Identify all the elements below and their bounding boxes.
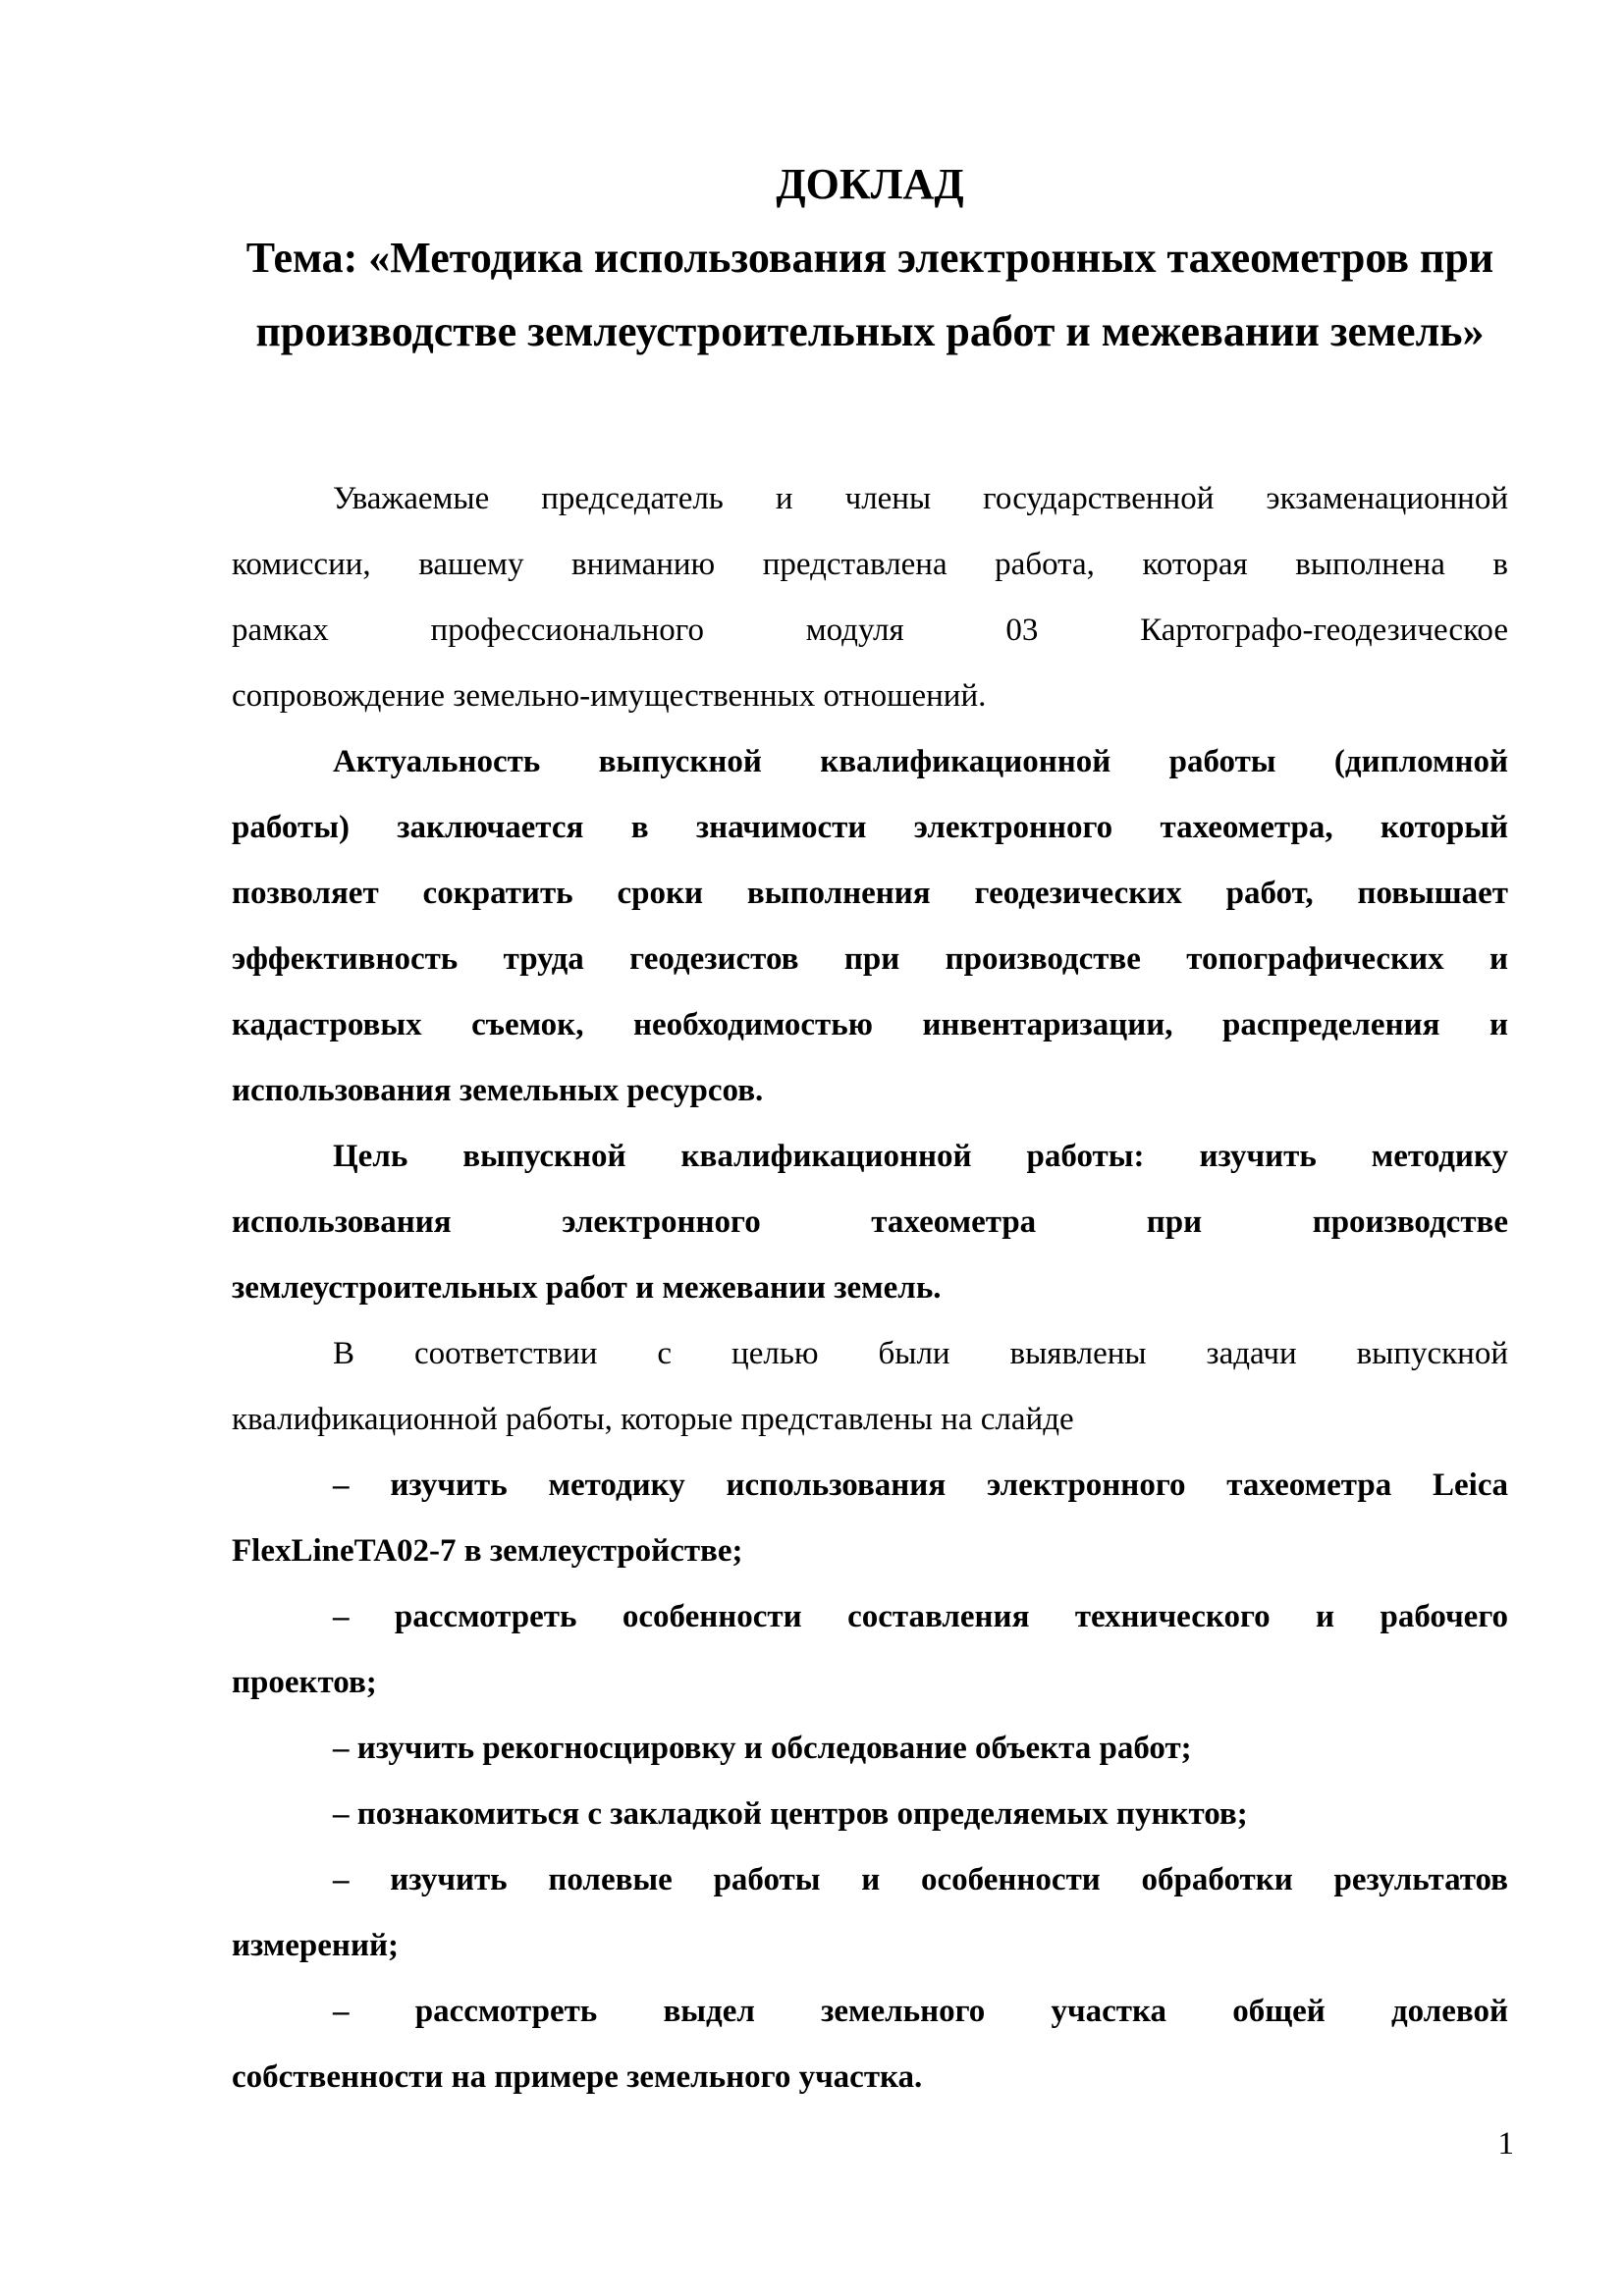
paragraph-line: – познакомиться с закладкой центров определяемых пунктов; bbox=[333, 1796, 1248, 1832]
page-number: 1 bbox=[1497, 2126, 1514, 2162]
paragraph-line: Уважаемые председатель и члены государственной экзаменационной bbox=[333, 481, 1508, 516]
paragraph-line: проектов; bbox=[232, 1665, 377, 1700]
paragraph-line: – изучить рекогносцировку и обследование объекта работ; bbox=[333, 1731, 1192, 1766]
paragraph-line: – изучить методику использования электронного тахеометра Leica bbox=[333, 1468, 1508, 1503]
paragraph-line: – изучить полевые работы и особенности обработки результатов bbox=[333, 1862, 1508, 1897]
paragraph-line: – рассмотреть особенности составления технического и рабочего bbox=[333, 1599, 1508, 1634]
document-content bbox=[232, 0, 1508, 2110]
paragraph-line: комиссии, вашему вниманию представлена работа, которая выполнена в bbox=[232, 547, 1508, 582]
paragraph-line: Актуальность выпускной квалификационной работы (дипломной bbox=[333, 744, 1508, 779]
paragraph-line: измерений; bbox=[232, 1928, 399, 1963]
paragraph-line: рамках профессионального модуля 03 Картографо-геодезическое bbox=[232, 613, 1508, 648]
document-body bbox=[232, 466, 1508, 2110]
paragraph-line: кадастровых съемок, необходимостью инвентаризации, распределения и bbox=[232, 1007, 1508, 1042]
paragraph-line: – рассмотреть выдел земельного участка общей долевой bbox=[333, 1994, 1508, 2029]
paragraph-line: землеустроительных работ и межевании земель. bbox=[232, 1270, 942, 1306]
paragraph-line: позволяет сократить сроки выполнения геодезических работ, повышает bbox=[232, 876, 1508, 911]
paragraph-line: Цель выпускной квалификационной работы: изучить методику bbox=[333, 1139, 1508, 1174]
paragraph-line: эффективность труда геодезистов при производстве топографических и bbox=[232, 941, 1508, 977]
paragraph-line: использования электронного тахеометра при производстве bbox=[232, 1204, 1508, 1240]
report-title: ДОКЛАД bbox=[776, 160, 964, 208]
report-subtitle-line-1: Тема: «Методика использования электронных тахеометров при bbox=[245, 234, 1494, 282]
report-subtitle-line-2: производстве землеустроительных работ и межевании земель» bbox=[255, 307, 1485, 355]
paragraph-line: сопровождение земельно-имущественных отношений. bbox=[232, 678, 987, 714]
document-heading bbox=[232, 147, 1508, 368]
paragraph-line: квалификационной работы, которые представлены на слайде bbox=[232, 1402, 1074, 1437]
paragraph-line: собственности на примере земельного участка. bbox=[232, 2059, 923, 2095]
paragraph-line: работы) заключается в значимости электронного тахеометра, который bbox=[232, 810, 1508, 845]
paragraph-line: FlexLineTA02-7 в землеустройстве; bbox=[232, 1533, 743, 1569]
paragraph-line: В соответствии с целью были выявлены задачи выпускной bbox=[333, 1336, 1508, 1371]
paragraph-line: использования земельных ресурсов. bbox=[232, 1073, 764, 1108]
